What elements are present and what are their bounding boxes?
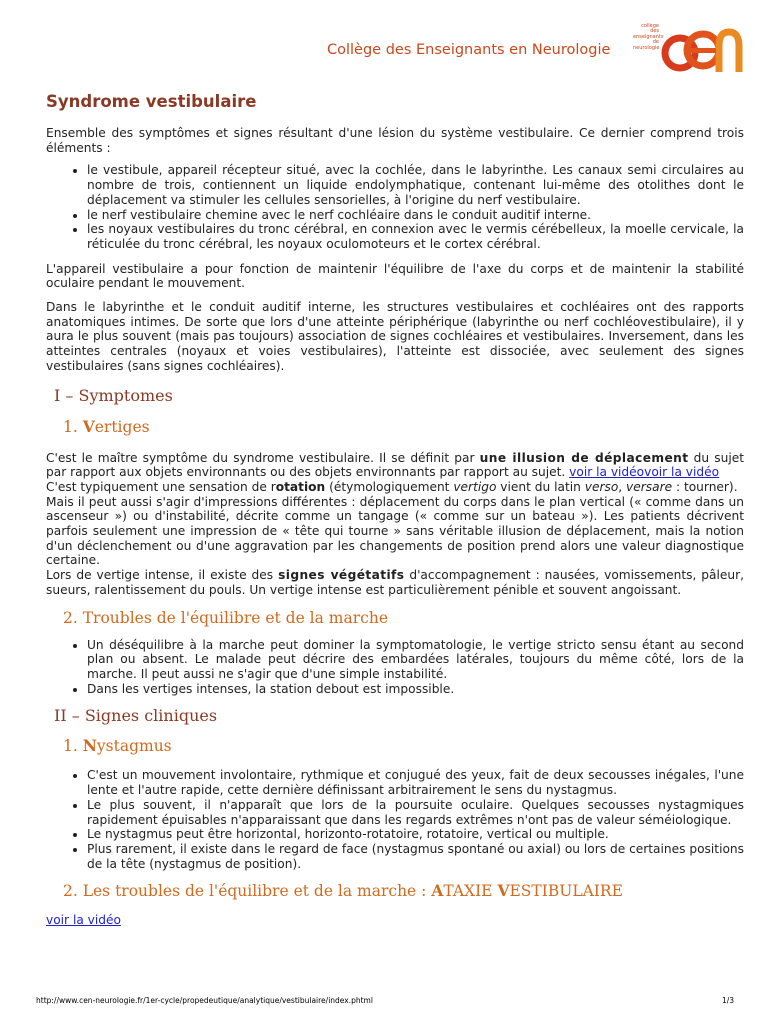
list-item: • Le plus souvent, il n'apparaît que lors de la poursuite oculaire. Quelques secousses nystagmiques rapidement épuisables n'apparaissant que dans les regards extrêmes n'ont pas de valeur séméiologique. [87, 798, 744, 827]
video-link[interactable]: voir la vidéo [46, 913, 121, 928]
section-heading-symptomes: I – Symptomes [54, 385, 173, 405]
page-number: 1/3 [722, 996, 735, 1005]
subsection-heading-vertiges: 1. Vertiges [63, 416, 150, 436]
list-item: • Dans les vertiges intenses, la station debout est impossible. [87, 682, 744, 697]
intro-paragraph: Ensemble des symptômes et signes résultant d'une lésion du système vestibulaire. Ce dernier comprend trois éléments : [46, 126, 744, 155]
cen-logo [633, 24, 743, 78]
cen-logo-mark-icon [661, 24, 743, 78]
subsection-heading-equilibre: 2. Troubles de l'équilibre et de la marche [63, 608, 388, 627]
logo-small-text: collège des enseignants de neurologie [633, 23, 664, 51]
video-link-paragraph [46, 913, 744, 928]
section-heading-signes-cliniques: II – Signes cliniques [54, 706, 218, 726]
list-item: • Le nystagmus peut être horizontal, horizonto-rotatoire, rotatoire, vertical ou multiple. [87, 827, 744, 842]
site-title: Collège des Enseignants en Neurologie [327, 42, 611, 58]
equilibre-list [46, 638, 744, 697]
list-item: • le vestibule, appareil récepteur situé, avec la cochlée, dans le labyrinthe. Les canaux semi circulaires au nombre de trois, contiennent un liquide endolymphatique, contenant lui-même des otolithes dont le déplacement va stimuler les cellules sensorielles, à l'origine du nerf vestibulaire. [87, 163, 744, 207]
subsection-heading-nystagmus: 1. Nystagmus [63, 736, 172, 756]
list-item: • le nerf vestibulaire chemine avec le nerf cochléaire dans le conduit auditif interne. [87, 208, 744, 223]
list-item: • les noyaux vestibulaires du tronc cérébral, en connexion avec le vermis cérébelleux, la moelle cervicale, la réticulée du tronc cérébral, les noyaux oculomoteurs et le cortex cérébral. [87, 222, 744, 251]
list-item: • Plus rarement, il existe dans le regard de face (nystagmus spontané ou axial) ou lors de certaines positions de la tête (nystagmus de position). [87, 842, 744, 871]
list-item: • Un déséquilibre à la marche peut dominer la symptomatologie, le vertige stricto sensu étant au second plan ou absent. Le malade peut décrire des embardées latérales, toujours du même côté, lors de la marche. Il peut aussi ne s'agir que d'une simple instabilité. [87, 638, 744, 682]
article-content [46, 126, 744, 928]
list-item: • C'est un mouvement involontaire, rythmique et conjugué des yeux, fait de deux secousses inégales, l'une lente et l'autre rapide, cette dernière définissant arbitrairement le sens du nystagmus. [87, 768, 744, 797]
paragraph: Dans le labyrinthe et le conduit auditif interne, les structures vestibulaires et cochléaires ont des rapports anatomiques intimes. De sorte que lors d'une atteinte périphérique (labyrinthe ou nerf cochléovestibulaire), il y aura le plus souvent (mais pas toujours) association de signes cochléaires et vestibulaires. Inversement, dans les atteintes centrales (noyaux et voies vestibulaires), l'atteinte est dissociée, avec seulement des signes vestibulaires (sans signes cochléaires). [46, 300, 744, 373]
footer-url: http://www.cen-neurologie.fr/1er-cycle/propedeutique/analytique/vestibulaire/index.phtml [36, 996, 373, 1005]
paragraph: L'appareil vestibulaire a pour fonction de maintenir l'équilibre de l'axe du corps et de maintenir la stabilité oculaire pendant le mouvement. [46, 261, 744, 291]
page-title: Syndrome vestibulaire [46, 92, 257, 111]
vertiges-paragraph: C'est le maître symptôme du syndrome vestibulaire. Il se définit par une illusion de déplacement du sujet par rapport aux objets environnants ou des objets environnants par rapport au sujet. voir la vidéovoir la vidéo C'est typiquement une sensation de rotation (étymologiquement vertigo vient du latin verso, versare : tourner). Mais il peut aussi s'agir d'impressions différentes : déplacement du corps dans le plan vertical (« comme dans un ascenseur ») ou d'instabilité, décrite comme un tangage (« comme sur un bateau »). Les patients décrivent parfois seulement une impression de « tête qui tourne » sans véritable illusion de déplacement, mais la notion d'un déclenchement ou d'une aggravation par les changements de position prend alors une valeur diagnostique certaine. Lors de vertige intense, il existe des signes végétatifs d'accompagnement : nausées, vomissements, pâleur, sueurs, ralentissement du pouls. Un vertige intense est particulièrement pénible et souvent angoissant. [46, 450, 744, 597]
elements-list [46, 163, 744, 251]
nystagmus-list [46, 768, 744, 871]
subsection-heading-ataxie: 2. Les troubles de l'équilibre et de la marche : ATAXIE VESTIBULAIRE [63, 881, 623, 901]
video-link[interactable]: voir la vidéovoir la vidéo [569, 465, 720, 480]
